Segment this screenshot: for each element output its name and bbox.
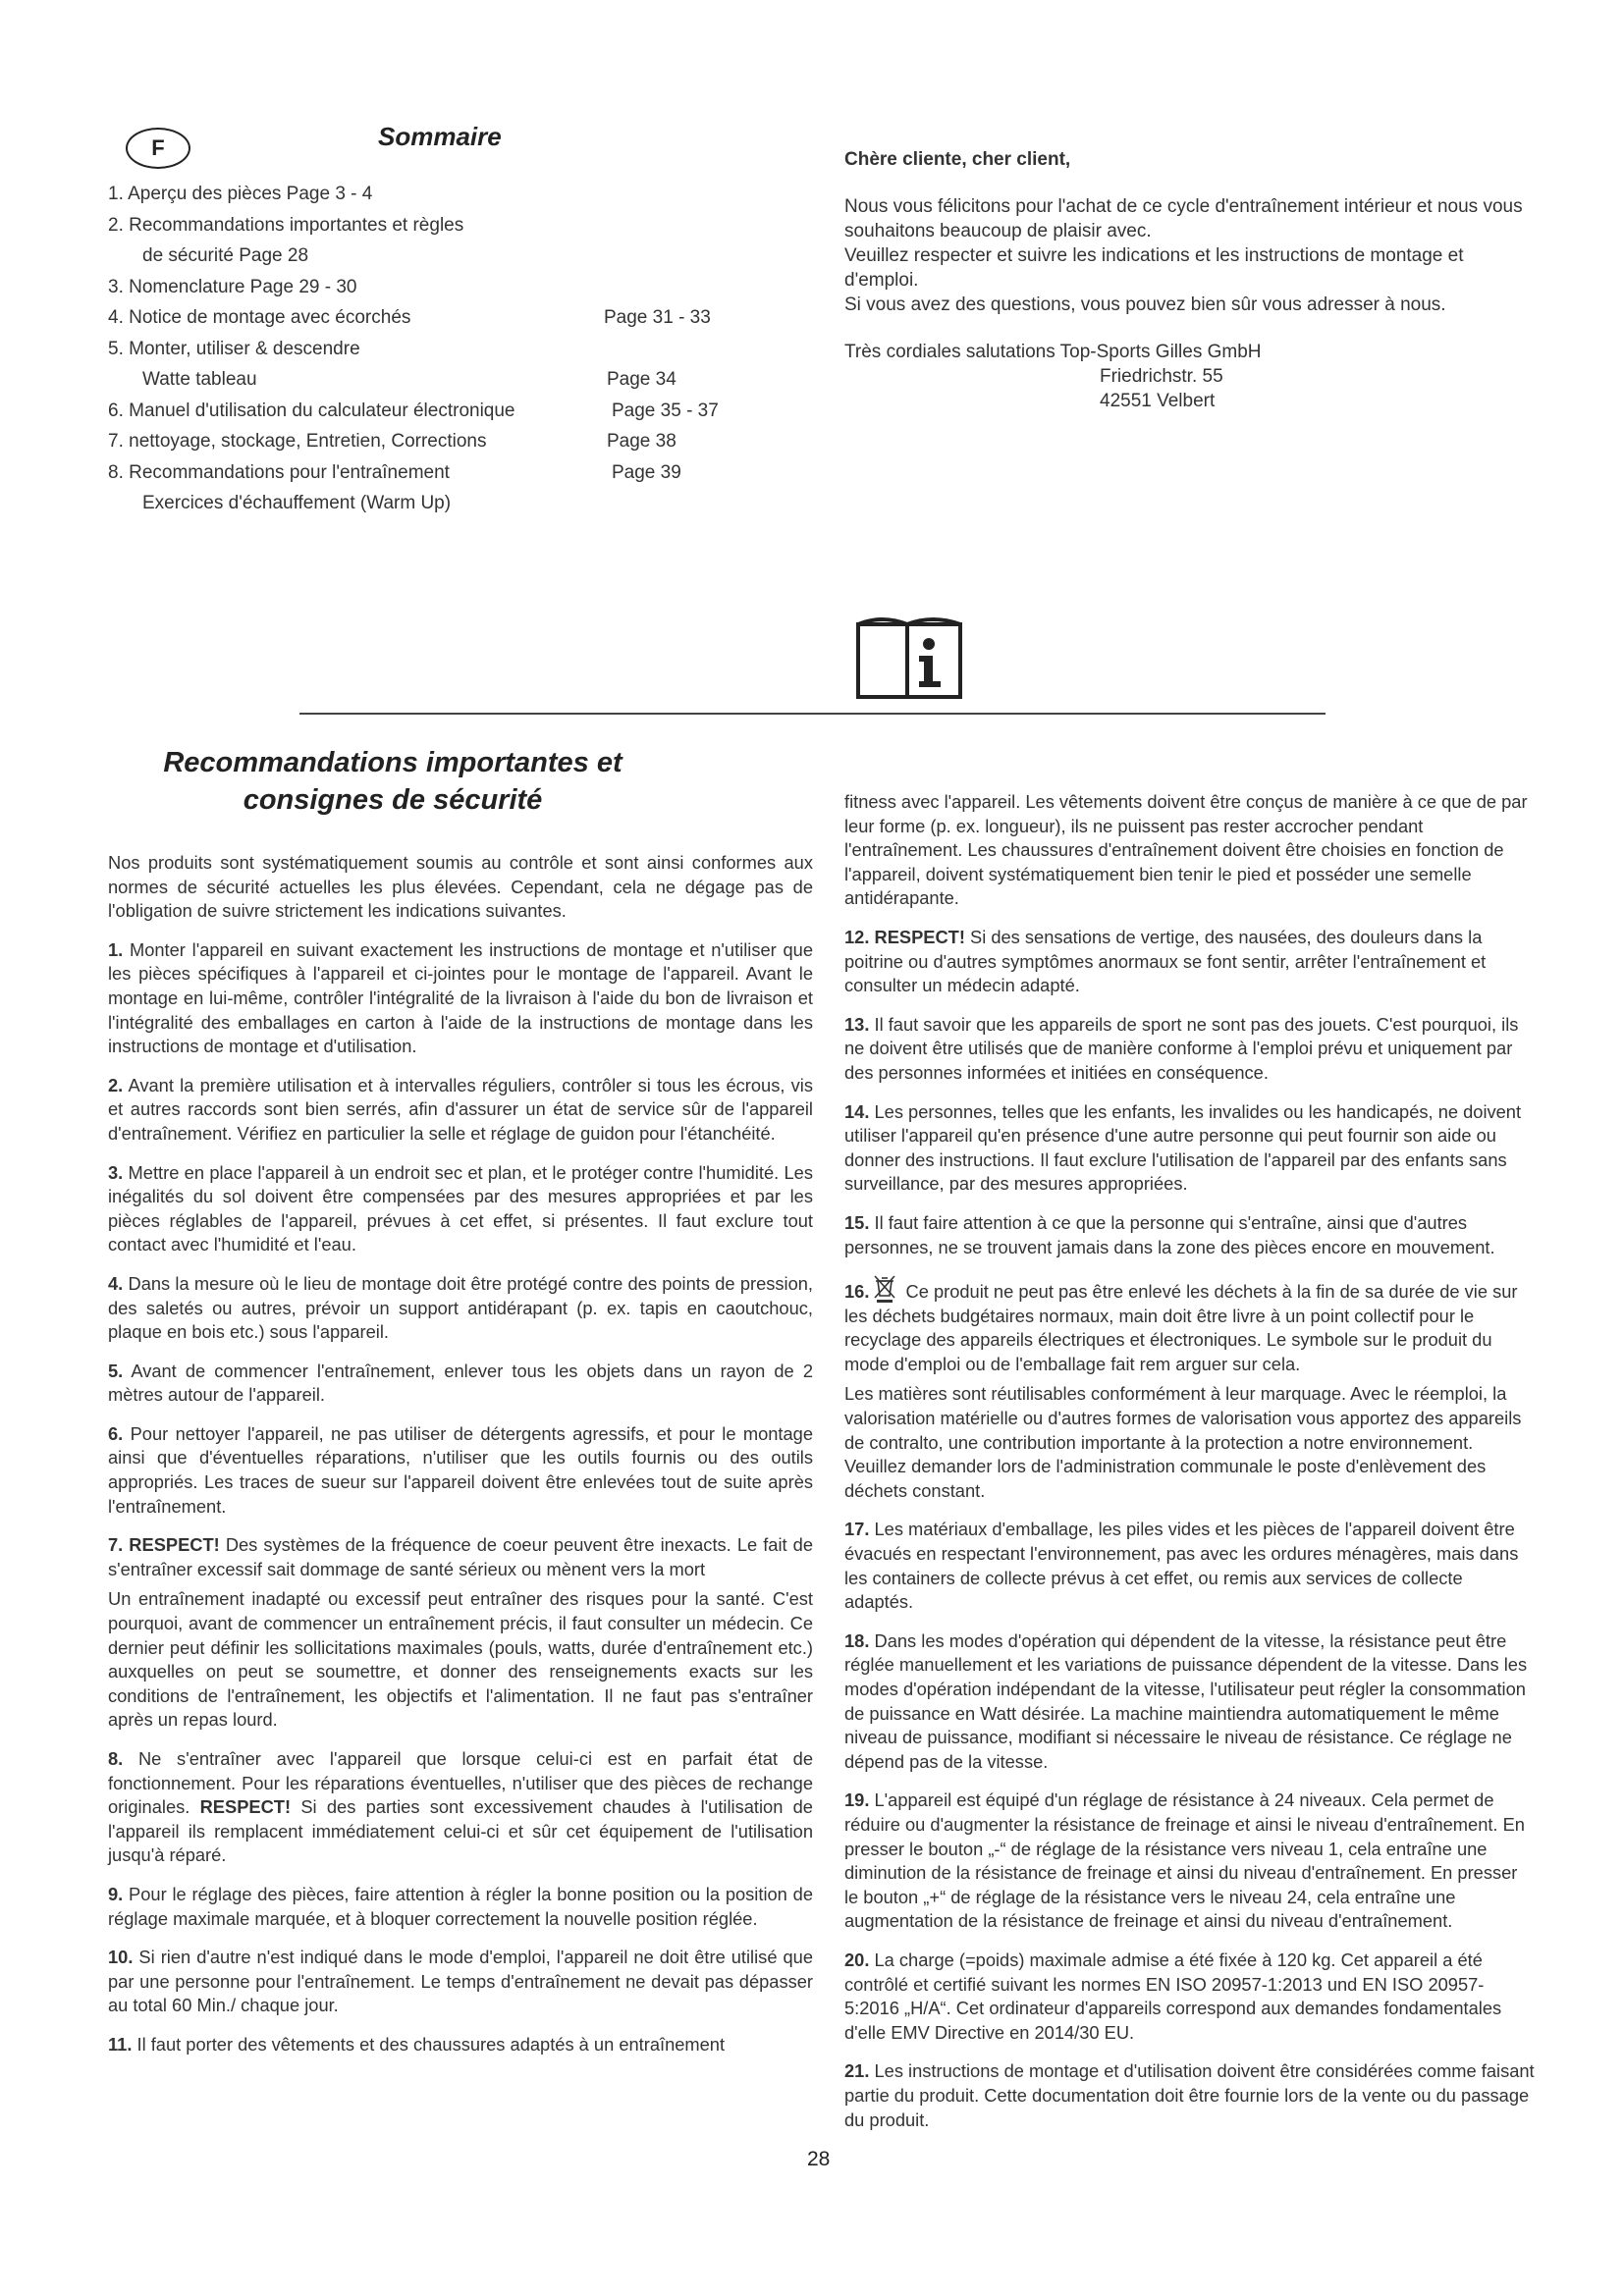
safety-column-right [844,790,1535,2147]
safety-item-continuation: Les matières sont réutilisables conformément à leur marquage. Avec le réemploi, la valorisation matérielle ou d'autres formes de valorisation vous apportez des appareils de contralto, une contribution importante à la protection a notre environnement. Veuillez demander lors de l'administration communale le poste d'enlèvement des déchets constant. [844,1383,1522,1501]
safety-item: 6. Pour nettoyer l'appareil, ne pas utiliser de détergents agressifs, et pour le montage ainsi que d'éventuelles réparations, n'utiliser que les outils fournis ou des outils appropriés. Les traces de sueur sur l'appareil doivent être enlevées tout de suite après l'entraînement. [108,1422,813,1517]
safety-item: 8. Ne s'entraîner avec l'appareil que lorsque celui-ci est en parfait état de fonctionnement. Pour les réparations éventuelles, n'utiliser que des pièces de rechange originales. RESPECT! Si des parties sont excessivement chaudes à l'utilisation de l'appareil ils remplacent immédiatement celui-ci et sûr cet équipement de l'utilisation jusqu'à réparé. [108,1748,813,1866]
manual-info-icon [854,611,964,703]
safety-item: 4. Dans la mesure où le lieu de montage doit être protégé contre des points de pression, des saletés ou autres, prévoir un support antidérapant (p. ex. tapis en caoutchouc, plaque en bois etc.) sous l'appareil. [108,1272,813,1343]
toc-item: 6. Manuel d'utilisation du calculateur électronique Page 35 - 37 [108,396,795,427]
salutation: Chère cliente, cher client, [844,149,1071,170]
table-of-contents [108,179,795,519]
safety-item: 20. La charge (=poids) maximale admise a été fixée à 120 kg. Cet appareil a été contrôlé et certifié suivant les normes EN ISO 20957-1:2013 und EN ISO 20957-5:2016 „H/A“. Cet ordinateur d'appareils correspond aux demandes fondamentales d'elle EMV Directive en 2014/30 EU. [844,1949,1502,2043]
safety-item: 5. Avant de commencer l'entraînement, enlever tous les objets dans un rayon de 2 mètres autour de l'appareil. [108,1360,813,1406]
safety-column-left [108,851,813,2072]
safety-item: 15. Il faut faire attention à ce que la personne qui s'entraîne, ainsi que d'autres personnes, ne se trouvent jamais dans la zone des pièces encore en mouvement. [844,1211,1495,1257]
safety-item: 13. Il faut savoir que les appareils de sport ne sont pas des jouets. C'est pourquoi, ils ne doivent être utilisés que de manière conforme à l'emploi prévu et uniquement par des personnes informées et initiées en conséquence. [844,1013,1519,1083]
toc-item: 4. Notice de montage avec écorchés Page 31 - 33 [108,302,795,334]
safety-item: 19. L'appareil est équipé d'un réglage de résistance à 24 niveaux. Cela permet de réduire ou d'augmenter la résistance de freinage et ainsi le niveau d'entraînement. En presser le bouton „-“ de réglage de la résistance vers niveau 1, cela entraîne une diminution de la résistance de freinage et ainsi du niveau d'entraînement. En presser le bouton „+“ de réglage de la résistance vers le niveau 24, cela entraîne une augmentation de la résistance de freinage et ainsi du niveau d'entraînement. [844,1789,1525,1932]
safety-item: 2. Avant la première utilisation et à intervalles réguliers, contrôler si tous les écrous, vis et autres raccords sont bien serrés, afin d'assurer un état de service sûr de l'appareil d'entraînement. Vérifiez en particulier la selle et réglage de guidon pour l'étanchéité. [108,1074,813,1144]
safety-item-continuation: fitness avec l'appareil. Les vêtements doivent être conçus de manière à ce que de par leur forme (p. ex. longueur), ils ne puissent pas rester accrocher pendant l'entraînement. Les chaussures d'entraînement doivent être choisies en fonction de l'appareil, doivent systématiquement bien tenir le pied et posséder une semelle antidérapante. [844,791,1528,909]
toc-page: Page 39 [612,461,681,483]
toc-item: 5. Monter, utiliser & descendre [108,338,360,359]
safety-item: 18. Dans les modes d'opération qui dépendent de la vitesse, la résistance peut être réglée manuellement et les variations de puissance dépendent de la vitesse. Dans les modes d'opération indépendant de la vitesse, l'utilisateur peut régler la consommation de puissance en Watt désirée. La machine maintiendra automatiquement le même niveau de puissance, modifiant si nécessaire le niveau de résistance. Ce réglage ne dépend pas de la vitesse. [844,1629,1528,1772]
address-city: 42551 Velbert [1100,391,1216,411]
toc-item: 1. Aperçu des pièces Page 3 - 4 [108,184,373,204]
toc-item: 8. Recommandations pour l'entraînement Page 39 [108,457,795,489]
safety-item: 7. RESPECT! Des systèmes de la fréquence de coeur peuvent être inexacts. Le fait de s'entraîner excessif sait dommage de santé sérieux ou mènent vers la mort [108,1534,813,1579]
page-number: 28 [807,2148,831,2170]
safety-item: 10. Si rien d'autre n'est indiqué dans le mode d'emploi, l'appareil ne doit être utilisé que par une personne pour l'entraînement. Le temps d'entraînement ne devait pas dépasser au total 60 Min./ chaque jour. [108,1947,813,2016]
weee-bin-icon [873,1274,896,1304]
safety-item: 9. Pour le réglage des pièces, faire attention à régler la bonne position ou la position de réglage maximale marquée, et à bloquer correctement la nouvelle position réglée. [108,1883,813,1929]
letter-paragraph: Nous vous félicitons pour l'achat de ce cycle d'entraînement intérieur et nous vous souhaitons beaucoup de plaisir avec. [844,196,1523,241]
toc-item: 2. Recommandations importantes et règles [108,214,464,236]
intro-paragraph: Nos produits sont systématiquement soumis au contrôle et sont ainsi conformes aux normes de sécurité actuelles les plus élevées. Cependant, cela ne dégage pas de l'obligation de suivre strictement les indications suivantes. [108,852,813,922]
safety-item: 1. Monter l'appareil en suivant exactement les instructions de montage et n'utiliser que les pièces spécifiques à l'appareil et ci-jointes pour le montage de l'appareil. Avant le montage en lui-même, contrôler l'intégralité de la livraison à l'aide du bon de livraison et l'intégralité des emballages en carton à l'aide de la instructions de montage dans les instructions de montage et d'utilisation. [108,938,813,1057]
safety-item: 16. Ce produit ne peut pas être enlevé les déchets à la fin de sa durée de vie sur les déchets budgétaires normaux, main doit être livre à un point collectif pour le recyclage des appareils électriques et électroniques. Le symbole sur le produit du mode d'emploi ou de l'emballage fait rem arguer sur cela. [844,1274,1535,1376]
safety-item: 21. Les instructions de montage et d'utilisation doivent être considérées comme faisant partie du produit. Cette documentation doit être fournie lors de la vente ou du passage du produit. [844,2060,1535,2130]
safety-item: 11. Il faut porter des vêtements et des chaussures adaptés à un entraînement [108,2033,726,2055]
address-street: Friedrichstr. 55 [1100,366,1223,387]
welcome-letter [844,147,1532,413]
page-title: Sommaire [378,122,502,151]
safety-item-continuation: Un entraînement inadapté ou excessif peut entraîner des risques pour la santé. C'est pourquoi, avant de commencer un entraînement précis, il faut consulter un médecin. Ce dernier peut définir les sollicitations maximales (pouls, watts, durée d'entraînement etc.) auxquelles on peut se soumettre, et donner des renseignements exacts sur les conditions de l'entraînement, les objectifs et l'alimentation. Il ne faut pas s'entraîner après un repas lourd. [108,1588,813,1731]
letter-paragraph: Si vous avez des questions, vous pouvez bien sûr vous adresser à nous. [844,294,1446,315]
safety-item: 14. Les personnes, telles que les enfants, les invalides ou les handicapés, ne doivent utiliser l'appareil qu'en présence d'une autre personne qui peut fournir son aide ou donner des instructions. Il faut exclure l'utilisation de l'appareil par des enfants sans surveillance, par des mesures appropriées. [844,1100,1522,1195]
toc-page: Page 35 - 37 [612,400,719,421]
toc-item: 3. Nomenclature Page 29 - 30 [108,276,357,297]
toc-item: Watte tableau Page 34 [108,364,795,396]
safety-item: 3. Mettre en place l'appareil à un endroit sec et plan, et le protéger contre l'humidité. Les inégalités du sol doivent être compensées par des mesures appropriées et par les pièces réglables de l'appareil, prévues à cet effet, si présentes. Il faut exclure tout contact avec l'humidité et l'eau. [108,1161,813,1255]
divider [299,713,1326,715]
safety-item: 12. RESPECT! Si des sensations de vertige, des nausées, des douleurs dans la poitrine ou d'autres symptômes anormaux se font sentir, arrêter l'entraînement et consulter un médecin adapté. [844,926,1487,996]
letter-paragraph: Veuillez respecter et suivre les indications et les instructions de montage et d'emploi. [844,245,1464,291]
toc-item: Exercices d'échauffement (Warm Up) [142,493,452,513]
closing: Très cordiales salutations Top-Sports Gilles GmbH [844,342,1262,362]
safety-item: 17. Les matériaux d'emballage, les piles vides et les pièces de l'appareil doivent être évacués en respectant l'environnement, pas avec les ordures ménagères, mais dans les containers de collecte prévus à cet effet, ou remis aux services de collecte adaptés. [844,1519,1519,1613]
toc-item: de sécurité Page 28 [142,245,309,266]
toc-page: Page 34 [607,369,677,390]
language-badge: F [126,128,190,169]
toc-page: Page 38 [607,431,677,452]
section-title: Recommandations importantes et consignes de sécurité [163,747,623,816]
toc-page: Page 31 - 33 [604,307,711,328]
toc-item: 7. nettoyage, stockage, Entretien, Corrections Page 38 [108,426,795,457]
